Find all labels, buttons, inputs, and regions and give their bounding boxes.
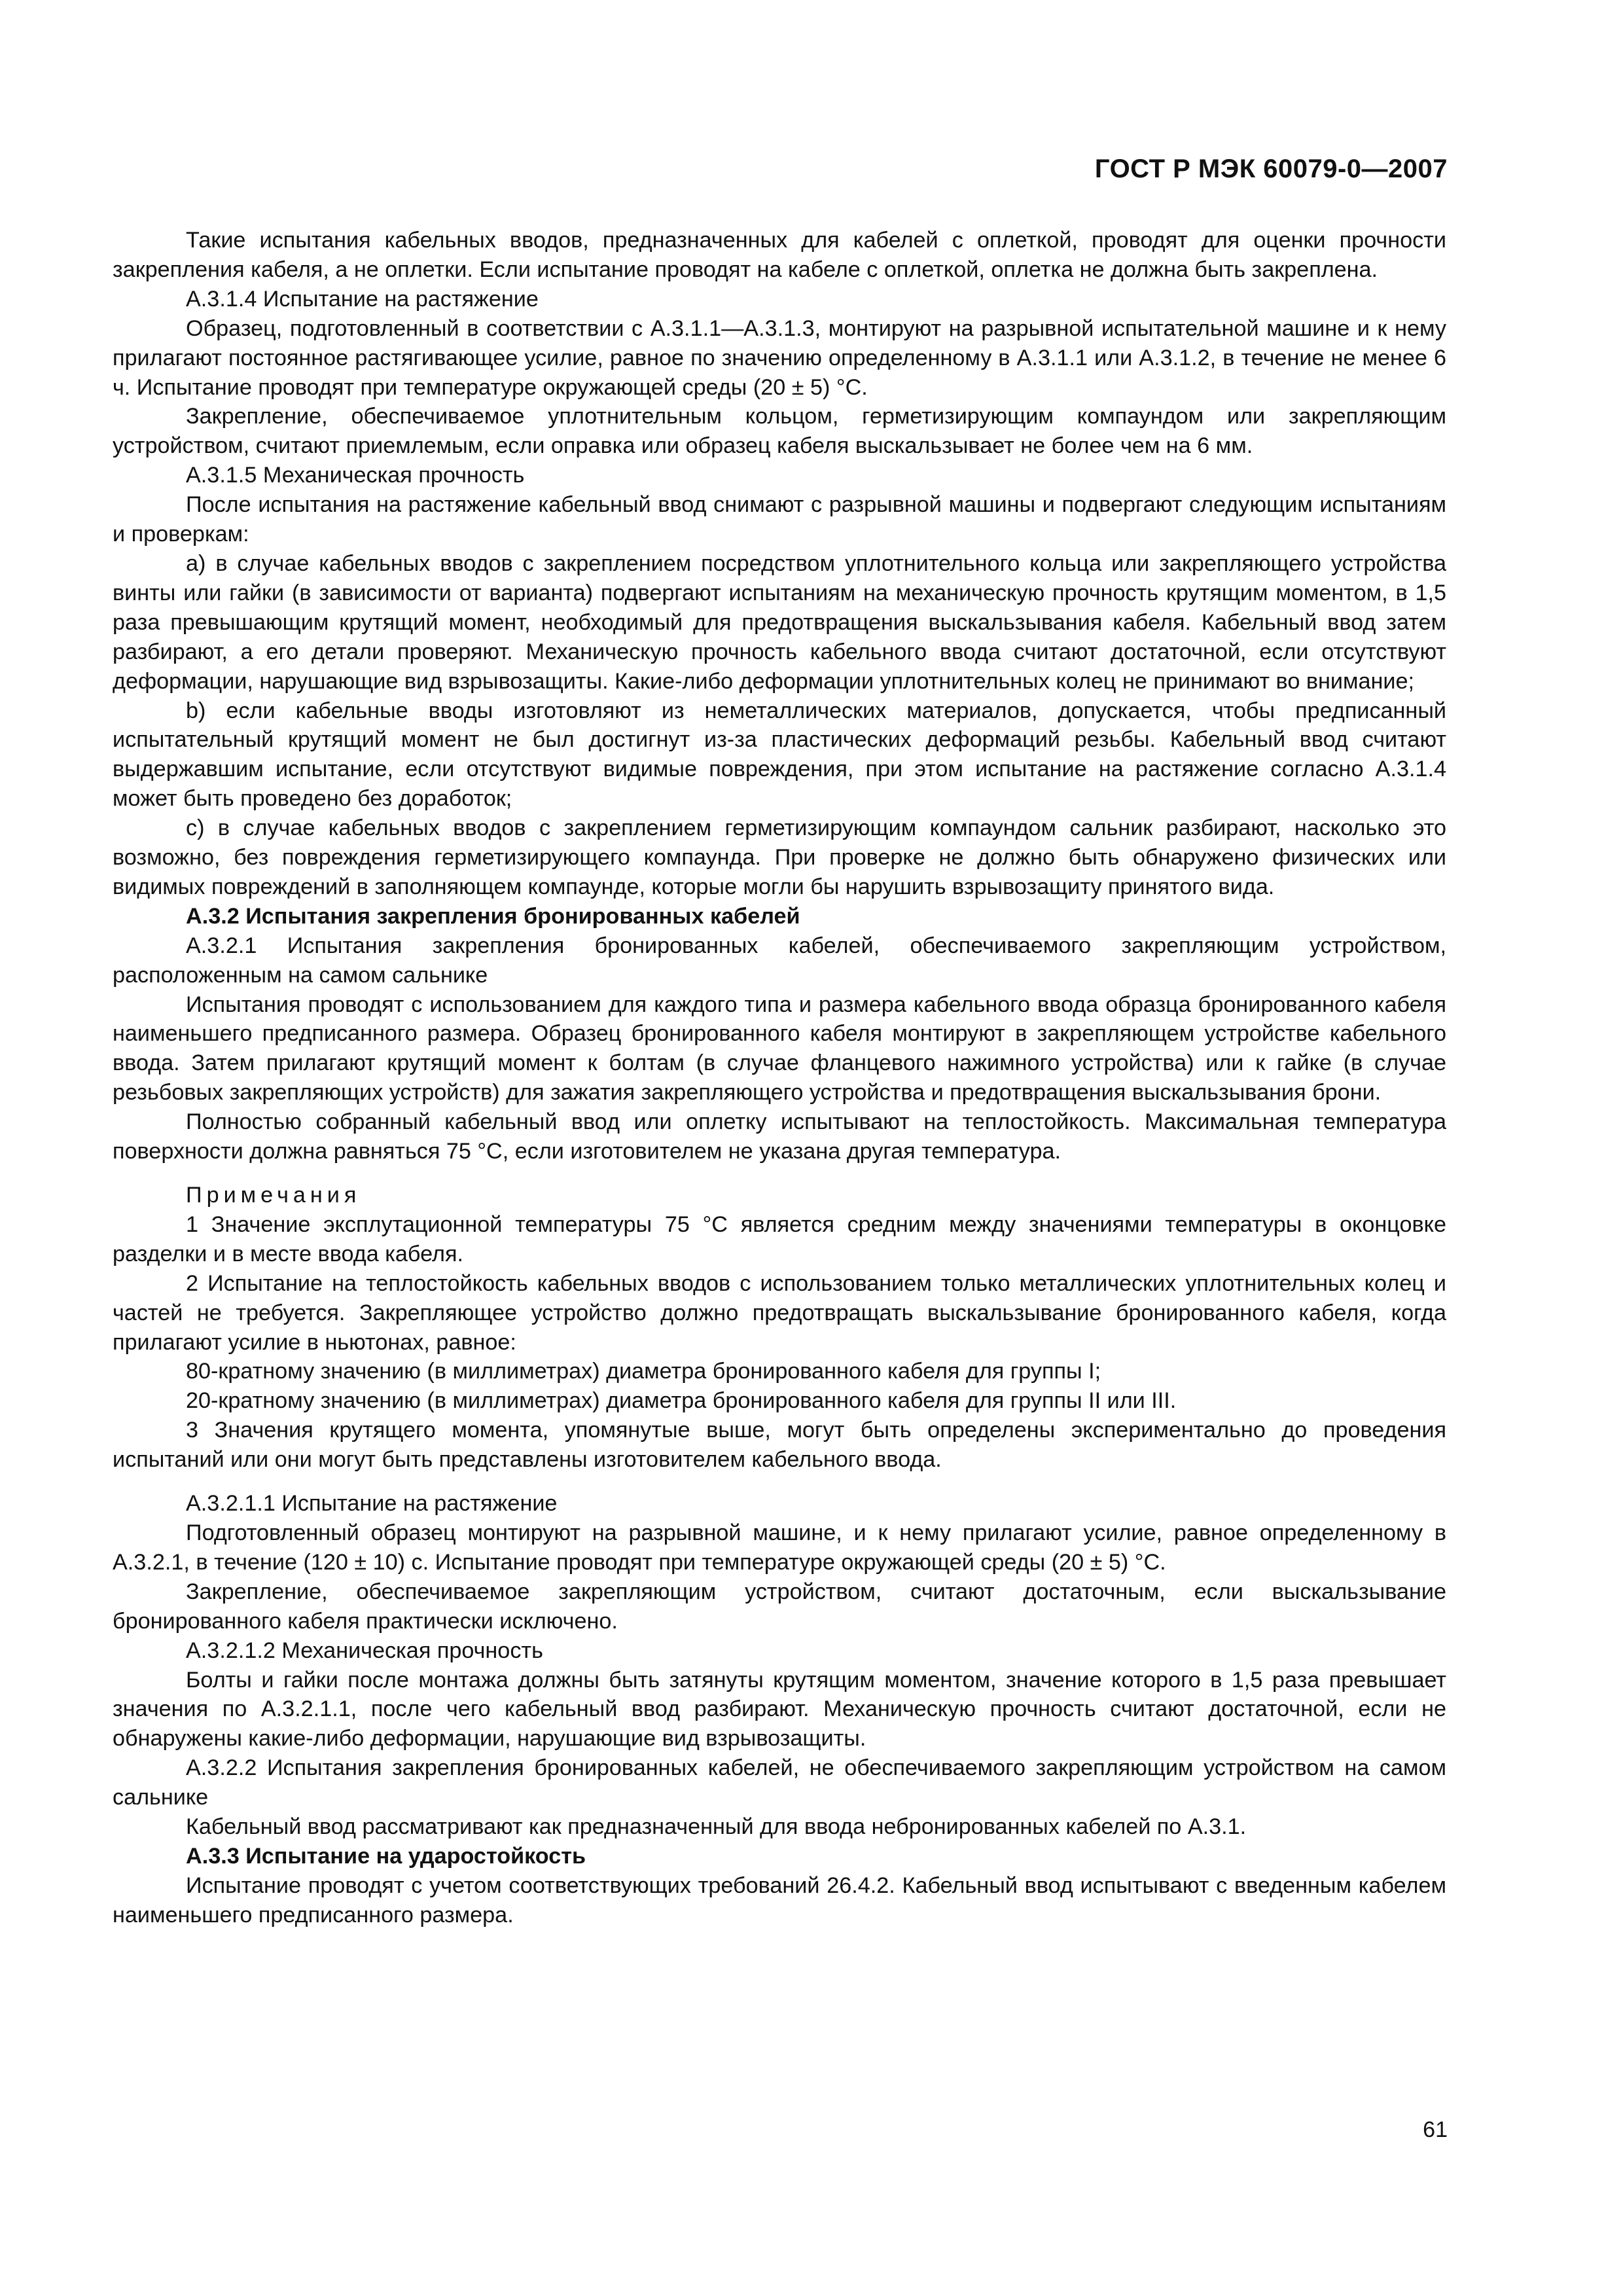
- paragraph: После испытания на растяжение кабельный ввод снимают с разрывной машины и подвергают следующим испытаниям и проверкам:: [113, 492, 1446, 547]
- standard-code-header: ГОСТ Р МЭК 60079-0—2007: [1094, 154, 1448, 183]
- paragraph: Подготовленный образец монтируют на разрывной машине, и к нему прилагают усилие, равное определенному в А.3.2.1, в течение (120 ± 10) с. Испытание проводят при температуре окружающей среды (20 ± 5) °С.: [113, 1520, 1446, 1575]
- clause-title-a3-2-1: А.3.2.1 Испытания закрепления бронированных кабелей, обеспечиваемого закрепляющим устройством, расположенным на самом сальнике: [113, 933, 1446, 988]
- paragraph: Такие испытания кабельных вводов, предназначенных для кабелей с оплеткой, проводят для оценки прочности закрепления кабеля, а не оплетки. Если испытание проводят на кабеле с оплеткой, оплетка не должна быть закреплена.: [113, 228, 1446, 282]
- paragraph: Испытание проводят с учетом соответствующих требований 26.4.2. Кабельный ввод испытывают с введенным кабелем наименьшего предписанного размера.: [113, 1873, 1446, 1928]
- paragraph: Закрепление, обеспечиваемое уплотнительным кольцом, герметизирующим компаундом или закрепляющим устройством, считают приемлемым, если оправка или образец кабеля выскальзывает не более чем на 6 мм.: [113, 404, 1446, 459]
- paragraph: Кабельный ввод рассматривают как предназначенный для ввода небронированных кабелей по А.3.1.: [186, 1814, 1247, 1840]
- list-item-a: a) в случае кабельных вводов с закреплением посредством уплотнительного кольца или закрепляющего устройства винты или гайки (в зависимости от варианта) подвергают испытаниям на механическую прочность крутящим моментом, в 1,5 раза превышающим крутящий момент, необходимый для предотвращения выскальзывания кабеля. Кабельный ввод затем разбирают, а его детали проверяют. Механическую прочность кабельного ввода считают достаточной, если отсутствуют деформации, нарушающие вид взрывозащиты. Какие-либо деформации уплотнительных колец не принимают во внимание;: [113, 550, 1446, 694]
- clause-title-a3-1-4: А.3.1.4 Испытание на растяжение: [186, 286, 539, 312]
- note-2-line-group-ii-iii: 20-кратному значению (в миллиметрах) диаметра бронированного кабеля для группы II или III.: [186, 1388, 1177, 1414]
- note-3: 3 Значения крутящего момента, упомянутые выше, могут быть определены экспериментально до проведения испытаний или они могут быть представлены изготовителем кабельного ввода.: [113, 1418, 1446, 1473]
- note-2-line-group-i: 80-кратному значению (в миллиметрах) диаметра бронированного кабеля для группы I;: [186, 1359, 1101, 1384]
- paragraph: Болты и гайки после монтажа должны быть затянуты крутящим моментом, значение которого в 1,5 раза превышает значения по А.3.2.1.1, после чего кабельный ввод разбирают. Механическую прочность считают достаточной, если не обнаружены какие-либо деформации, нарушающие вид взрывозащиты.: [113, 1667, 1446, 1751]
- list-item-c: c) в случае кабельных вводов с закреплением герметизирующим компаундом сальник разбирают, насколько это возможно, без повреждения герметизирующего компаунда. При проверке не должно быть обнаружено физических или видимых повреждений в заполняющем компаунде, которые могли бы нарушить взрывозащиту принятого вида.: [113, 816, 1446, 899]
- clause-title-a3-2-2: А.3.2.2 Испытания закрепления бронированных кабелей, не обеспечиваемого закрепляющим устройством на самом сальнике: [113, 1755, 1446, 1810]
- notes-title: Примечания: [186, 1183, 361, 1208]
- document-body: [113, 226, 1446, 1930]
- page-number: 61: [1423, 2117, 1448, 2142]
- clause-title-a3-2-1-1: А.3.2.1.1 Испытание на растяжение: [186, 1491, 558, 1516]
- paragraph: Полностью собранный кабельный ввод или оплетку испытывают на теплостойкость. Максимальная температура поверхности должна равняться 75 °С, если изготовителем не указана другая температура.: [113, 1109, 1446, 1164]
- clause-title-a3-1-5: А.3.1.5 Механическая прочность: [186, 463, 525, 488]
- note-1: 1 Значение эксплутационной температуры 75 °С является средним между значениями температуры в оконцовке разделки и в месте ввода кабеля.: [113, 1211, 1446, 1266]
- paragraph: Испытания проводят с использованием для каждого типа и размера кабельного ввода образца бронированного кабеля наименьшего предписанного размера. Образец бронированного кабеля монтируют в закрепляющем устройстве кабельного ввода. Затем прилагают крутящий момент к болтам (в случае фланцевого нажимного устройства) или к гайке (в случае резьбовых закрепляющих устройств) для зажатия закрепляющего устройства и предотвращения выскальзывания брони.: [113, 992, 1446, 1105]
- note-2: 2 Испытание на теплостойкость кабельных вводов с использованием только металлических уплотнительных колец и частей не требуется. Закрепляющее устройство должно предотвращать выскальзывание бронированного кабеля, когда прилагают усилие в ньютонах, равное:: [113, 1270, 1446, 1355]
- section-heading-a3-2: А.3.2 Испытания закрепления бронированных кабелей: [186, 903, 800, 929]
- list-item-b: b) если кабельные вводы изготовляют из неметаллических материалов, допускается, чтобы предписанный испытательный крутящий момент не был достигнут из-за пластических деформаций резьбы. Кабельный ввод считают выдержавшим испытание, если отсутствуют видимые повреждения, при этом испытание на растяжение согласно А.3.1.4 может быть проведено без доработок;: [113, 698, 1446, 812]
- paragraph: Закрепление, обеспечиваемое закрепляющим устройством, считают достаточным, если выскальзывание бронированного кабеля практически исключено.: [113, 1579, 1446, 1634]
- section-heading-a3-3: А.3.3 Испытание на ударостойкость: [186, 1843, 586, 1869]
- clause-title-a3-2-1-2: А.3.2.1.2 Механическая прочность: [186, 1638, 543, 1663]
- paragraph: Образец, подготовленный в соответствии с А.3.1.1—А.3.1.3, монтируют на разрывной испытательной машине и к нему прилагают постоянное растягивающее усилие, равное по значению определенному в А.3.1.1 или А.3.1.2, в течение не менее 6 ч. Испытание проводят при температуре окружающей среды (20 ± 5) °С.: [113, 315, 1446, 400]
